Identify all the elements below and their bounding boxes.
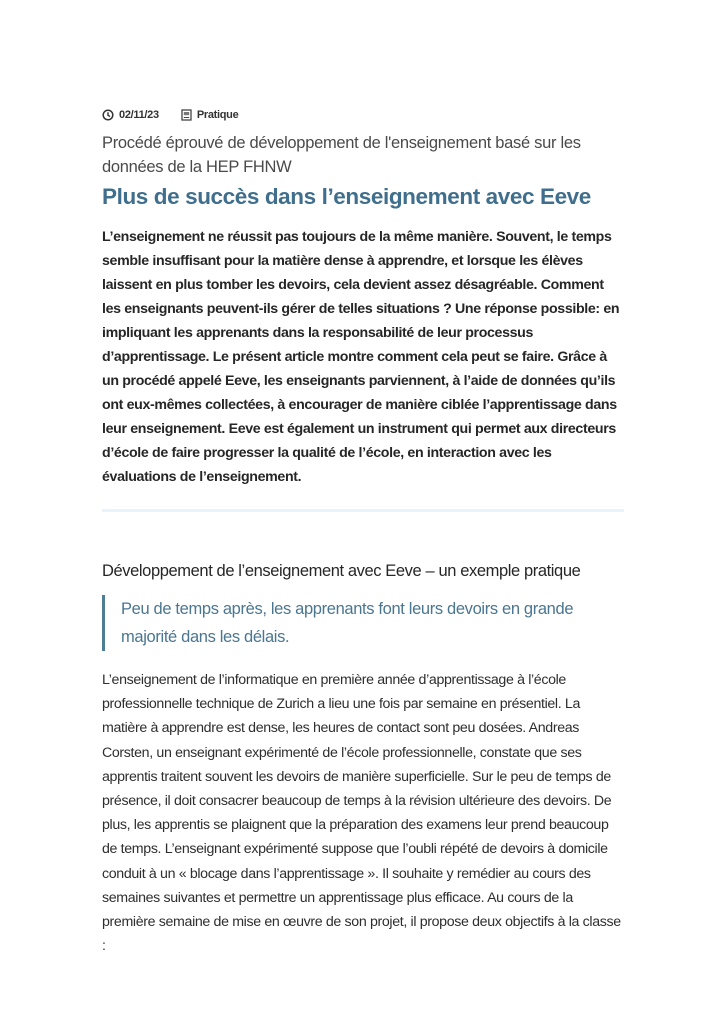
clock-icon: [102, 109, 114, 121]
document-icon: [181, 109, 192, 121]
article-subtitle: Procédé éprouvé de développement de l'enseignement basé sur les données de la HEP FHNW: [102, 134, 581, 176]
publish-date: 02/11/23: [119, 109, 159, 121]
category-link[interactable]: Pratique: [196, 109, 239, 121]
body-paragraph: L’enseignement de l’informatique en première année d’apprentissage à l’école professionnelle technique de Zurich a lieu une fois par semaine en présentiel. La matière à apprendre est dense, les heures de contact sont peu dosées. Andreas Corsten, un enseignant expérimenté de l’école professionnelle, constate que ses apprentis traitent souvent les devoirs de manière superficielle. Sur le peu de temps de présence, il doit consacrer beaucoup de temps à la révision ultérieure des devoirs. De plus, les apprentis se plaignent que la préparation des examens leur prend beaucoup de temps. L’enseignant expérimenté suppose que l’oubli répété de devoirs à domicile conduit à un « blocage dans l’apprentissage ». Il souhaite y remédier au cours des semaines suivantes et permettre un apprentissage plus efficace. Au cours de la première semaine de mise en œuvre de son projet, il propose deux objectifs à la classe :: [102, 672, 621, 955]
category-meta: [181, 109, 239, 121]
section-heading: Développement de l’enseignement avec Eeve – un exemple pratique: [102, 562, 581, 580]
date-meta: [102, 109, 159, 121]
article-meta: [102, 106, 624, 124]
article: [102, 106, 624, 973]
section-divider: [102, 509, 624, 512]
article-lead: L’enseignement ne réussit pas toujours de la même manière. Souvent, le temps semble insuffisant pour la matière dense à apprendre, et lorsque les élèves laissent en plus tomber les devoirs, cela devient assez désagréable. Comment les enseignants peuvent-ils gérer de telles situations ? Une réponse possible: en impliquant les apprenants dans la responsabilité de leur processus d’apprentissage. Le présent article montre comment cela peut se faire. Grâce à un procédé appelé Eeve, les enseignants parviennent, à l’aide de données qu’ils ont eux-mêmes collectées, à encourager de manière ciblée l’apprentissage dans leur enseignement. Eeve est également un instrument qui permet aux directeurs d’école de faire progresser la qualité de l’école, en interaction avec les évaluations de l’enseignement.: [102, 229, 620, 485]
article-title: Plus de succès dans l’enseignement avec Eeve: [102, 184, 591, 209]
pull-quote: Peu de temps après, les apprenants font leurs devoirs en grande majorité dans les délais.: [102, 595, 624, 651]
